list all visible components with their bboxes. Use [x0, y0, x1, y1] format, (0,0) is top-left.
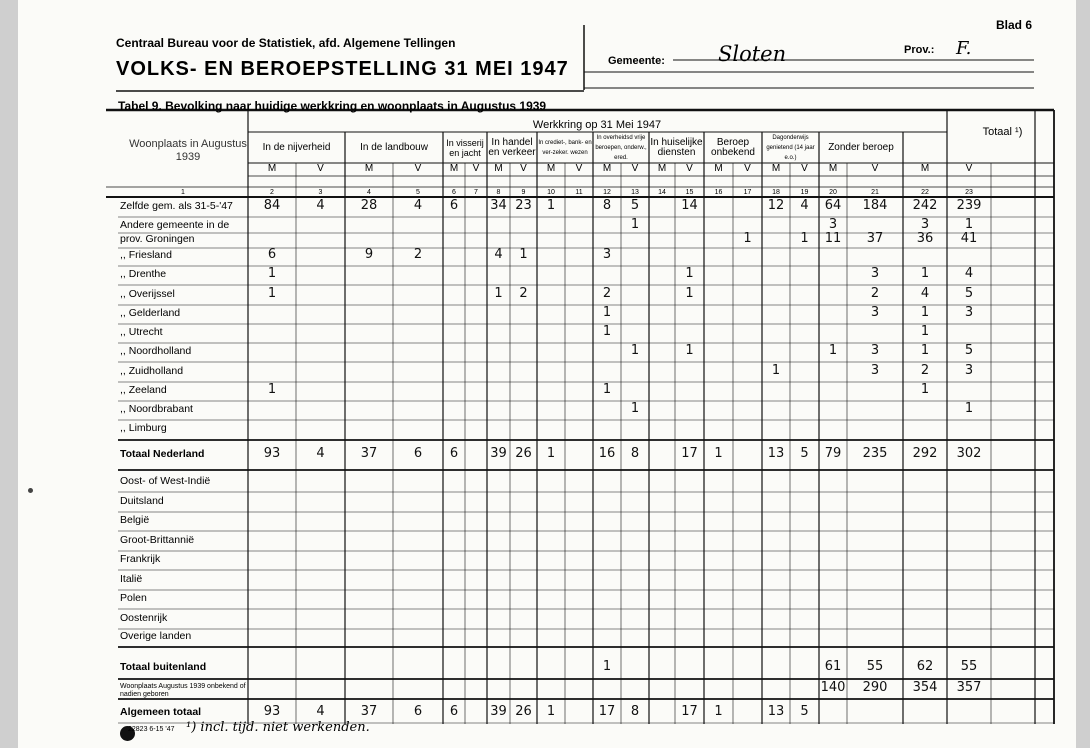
table-cell: 5 [800, 704, 809, 719]
census-form [18, 0, 1076, 748]
row-label: Groot-Brittannië [120, 534, 195, 546]
table-cell: 1 [800, 231, 809, 246]
v-header: V [631, 163, 639, 174]
v-header: V [472, 163, 480, 174]
row-label: ,, Noordholland [120, 345, 192, 357]
table-cell: 55 [866, 659, 884, 674]
table-cell: 1 [602, 659, 612, 674]
table-cell: 1 [602, 305, 612, 320]
table-cell: 3 [828, 217, 838, 232]
table-cell: 93 [263, 704, 281, 719]
group-header: Beroep onbekend [711, 136, 755, 158]
table-cell: 4 [316, 704, 325, 719]
table-cell: 5 [800, 446, 809, 461]
column-number: 13 [631, 189, 639, 196]
table-cell: 8 [630, 446, 640, 461]
group-header: In de nijverheid [262, 141, 331, 153]
table-cell: 292 [912, 446, 938, 461]
row-label: Overige landen [120, 630, 192, 642]
table-cell: 93 [263, 446, 281, 461]
v-header: V [801, 163, 808, 174]
table-cell: 1 [267, 286, 277, 301]
column-number: 14 [658, 189, 666, 196]
table-cell: 1 [630, 217, 640, 232]
table-cell: 1 [546, 198, 556, 213]
totaal-header: Totaal ¹) [982, 126, 1023, 138]
gemeente-value: Sloten [718, 42, 787, 66]
table-cell: 140 [820, 680, 846, 695]
table-cell: 1 [267, 382, 277, 397]
table-cell: 39 [490, 704, 507, 719]
table-cell: 84 [263, 198, 281, 213]
row-label: ,, Limburg [120, 422, 167, 434]
m-header: M [602, 163, 612, 174]
table-cell: 1 [494, 286, 503, 301]
table-cell: 4 [800, 198, 809, 213]
sheet-number: Blad 6 [996, 18, 1033, 32]
column-number: 2 [270, 189, 274, 196]
table-cell: 1 [714, 704, 723, 719]
table-cell: 17 [598, 704, 616, 719]
row-label: ,, Noordbrabant [120, 403, 193, 415]
column-number: 6 [452, 189, 456, 196]
row-label: Totaal Nederland [120, 448, 205, 460]
row-label: Polen [120, 592, 147, 604]
organisation-name: Centraal Bureau voor de Statistiek, afd. Algemene Tellingen [116, 36, 456, 50]
table-cell: 184 [862, 198, 888, 213]
m-header: M [657, 163, 667, 174]
column-number: 4 [367, 189, 371, 196]
m-header: M [364, 163, 374, 174]
gemeente-label: Gemeente: [608, 55, 665, 67]
table-cell: 3 [920, 217, 930, 232]
table-cell: 5 [964, 286, 974, 301]
column-number: 20 [829, 189, 837, 196]
row-label: Algemeen totaal [120, 706, 202, 718]
column-number: 10 [547, 189, 555, 196]
row-label: Duitsland [120, 495, 164, 507]
print-code: 22823 6-15 '47 [128, 726, 175, 733]
column-number: 23 [965, 189, 973, 196]
row-label: Andere gemeente in de [120, 219, 230, 231]
table-cell: 14 [681, 198, 698, 213]
table-cell: 64 [824, 198, 842, 213]
column-number: 21 [871, 189, 879, 196]
table-cell: 4 [494, 247, 503, 262]
table-cell: 6 [449, 198, 459, 213]
m-header: M [494, 163, 503, 174]
table-cell: 242 [912, 198, 938, 213]
table-cell: 17 [681, 446, 698, 461]
row-label: ,, Gelderland [120, 307, 181, 319]
table-cell: 37 [360, 704, 378, 719]
table-title: Tabel 9. Bevolking naar huidige werkkring en woonplaats in Augustus 1939 [118, 99, 547, 113]
row-label: ,, Friesland [120, 249, 172, 261]
table-cell: 1 [964, 401, 974, 416]
census-title: VOLKS- EN BEROEPSTELLING 31 MEI 1947 [116, 58, 569, 80]
table-cell: 26 [515, 704, 532, 719]
table-cell: 3 [870, 305, 880, 320]
table-cell: 290 [862, 680, 888, 695]
row-header-title: Woonplaats in Augustus 1939 [129, 138, 247, 163]
table-cell: 4 [316, 198, 325, 213]
row-label: Italië [120, 573, 143, 585]
row-label: Woonplaats Augustus 1939 onbekend of nadien geboren [120, 683, 246, 698]
table-cell: 79 [824, 446, 842, 461]
table-cell: 1 [920, 343, 930, 358]
v-header: V [520, 163, 527, 174]
row-label: België [120, 514, 150, 526]
table-cell: 1 [685, 343, 694, 358]
table-cell: 37 [866, 231, 884, 246]
column-number: 17 [743, 189, 752, 196]
table-cell: 4 [413, 198, 423, 213]
column-number: 11 [575, 189, 583, 196]
group-header: In handel en verkeer [488, 136, 536, 158]
column-number: 1 [181, 189, 185, 196]
table-cell: 37 [360, 446, 378, 461]
v-header: V [414, 163, 422, 174]
table-cell: 6 [449, 704, 459, 719]
row-label: Oostenrijk [120, 612, 168, 624]
column-number: 8 [496, 189, 501, 196]
column-number: 22 [921, 189, 929, 196]
table-cell: 62 [916, 659, 934, 674]
m-header: M [449, 163, 459, 174]
row-label: ,, Utrecht [120, 326, 163, 338]
table-cell: 1 [519, 247, 528, 262]
table-cell: 354 [912, 680, 938, 695]
table-cell: 1 [546, 704, 556, 719]
table-cell: 28 [360, 198, 378, 213]
table-cell: 357 [956, 680, 982, 695]
table-cell: 1 [685, 266, 694, 281]
column-number: 3 [318, 189, 323, 196]
table-cell: 36 [916, 231, 934, 246]
table-cell: 3 [870, 266, 880, 281]
group-header: In visserij en jacht [446, 137, 484, 158]
table-cell: 1 [920, 324, 930, 339]
table-cell: 1 [920, 266, 930, 281]
table-cell: 2 [413, 247, 423, 262]
v-header: V [744, 163, 751, 174]
table-cell: 13 [767, 704, 785, 719]
row-label: prov. Groningen [120, 233, 195, 245]
column-number: 12 [603, 189, 611, 196]
v-header: V [965, 163, 973, 174]
province-label: Prov.: [904, 44, 935, 56]
table-cell: 13 [767, 446, 785, 461]
table-cell: 6 [413, 446, 423, 461]
table-cell: 1 [743, 231, 752, 246]
table-cell: 2 [519, 286, 528, 301]
table-cell: 1 [602, 324, 612, 339]
column-number: 15 [685, 189, 694, 196]
province-value: F. [956, 38, 972, 59]
table-cell: 1 [920, 382, 930, 397]
footnote: ¹) incl. tijd. niet werkenden. [186, 720, 370, 735]
row-label: ,, Zeeland [120, 384, 167, 396]
table-cell: 8 [630, 704, 640, 719]
table-cell: 1 [685, 286, 694, 301]
table-cell: 39 [490, 446, 507, 461]
table-cell: 12 [767, 198, 785, 213]
table-cell: 6 [413, 704, 423, 719]
table-cell: 3 [870, 343, 880, 358]
group-header: In huiselijke diensten [650, 136, 703, 158]
table-cell: 2 [920, 363, 930, 378]
v-header: V [686, 163, 693, 174]
table-cell: 3 [602, 247, 612, 262]
column-number: 7 [474, 189, 478, 196]
table-cell: 6 [267, 247, 277, 262]
table-cell: 16 [598, 446, 616, 461]
table-cell: 1 [630, 343, 640, 358]
table-cell: 4 [964, 266, 974, 281]
table-cell: 8 [602, 198, 612, 213]
column-number: 5 [416, 189, 420, 196]
m-header: M [828, 163, 838, 174]
table-cell: 11 [824, 231, 842, 246]
table-cell: 1 [714, 446, 723, 461]
table-cell: 235 [862, 446, 888, 461]
row-label: Totaal buitenland [120, 661, 207, 673]
table-cell: 5 [964, 343, 974, 358]
table-cell: 9 [364, 247, 374, 262]
group-header: Dagonderwijs genietend (14 jaar e.o.) [766, 134, 815, 161]
table-cell: 4 [316, 446, 325, 461]
table-cell: 1 [828, 343, 838, 358]
table-cell: 302 [956, 446, 982, 461]
column-number: 9 [521, 189, 526, 196]
table-cell: 1 [964, 217, 974, 232]
m-header: M [546, 163, 556, 174]
table-cell: 2 [870, 286, 880, 301]
werkkring-header: Werkkring op 31 Mei 1947 [532, 119, 662, 131]
v-header: V [575, 163, 583, 174]
row-label: Frankrijk [120, 553, 161, 565]
table-cell: 17 [681, 704, 698, 719]
group-header: In crediet-, bank- en ver-zeker. wezen [538, 139, 592, 156]
table-cell: 3 [964, 363, 974, 378]
table-cell: 1 [267, 266, 277, 281]
table-cell: 34 [490, 198, 507, 213]
table-cell: 41 [960, 231, 978, 246]
table-cell: 5 [630, 198, 640, 213]
row-label: Oost- of West-Indië [120, 475, 211, 487]
group-header: Zonder beroep [828, 141, 894, 153]
m-header: M [920, 163, 930, 174]
m-header: M [714, 163, 723, 174]
table-cell: 1 [630, 401, 640, 416]
m-header: M [267, 163, 277, 174]
row-label: ,, Zuidholland [120, 365, 184, 377]
group-header: In overheidsd vrije beroepen, onderw., ered. [595, 134, 647, 161]
v-header: V [317, 163, 324, 174]
table-cell: 3 [964, 305, 974, 320]
row-label: ,, Drenthe [120, 268, 167, 280]
table-cell: 23 [515, 198, 532, 213]
table-cell: 4 [920, 286, 930, 301]
table-cell: 6 [449, 446, 459, 461]
m-header: M [771, 163, 781, 174]
row-label: Zelfde gem. als 31-5-'47 [120, 200, 233, 212]
column-number: 19 [800, 189, 809, 196]
column-number: 16 [714, 189, 723, 196]
table-cell: 61 [824, 659, 842, 674]
table-cell: 55 [960, 659, 978, 674]
margin-dot [28, 488, 33, 493]
v-header: V [871, 163, 879, 174]
table-cell: 26 [515, 446, 532, 461]
table-cell: 3 [870, 363, 880, 378]
column-number: 18 [772, 189, 780, 196]
table-cell: 2 [602, 286, 612, 301]
table-cell: 1 [920, 305, 930, 320]
row-label: ,, Overijssel [120, 288, 175, 300]
table-cell: 1 [602, 382, 612, 397]
table-cell: 1 [771, 363, 781, 378]
group-header: In de landbouw [360, 141, 428, 153]
table-cell: 1 [546, 446, 556, 461]
table-cell: 239 [956, 198, 982, 213]
